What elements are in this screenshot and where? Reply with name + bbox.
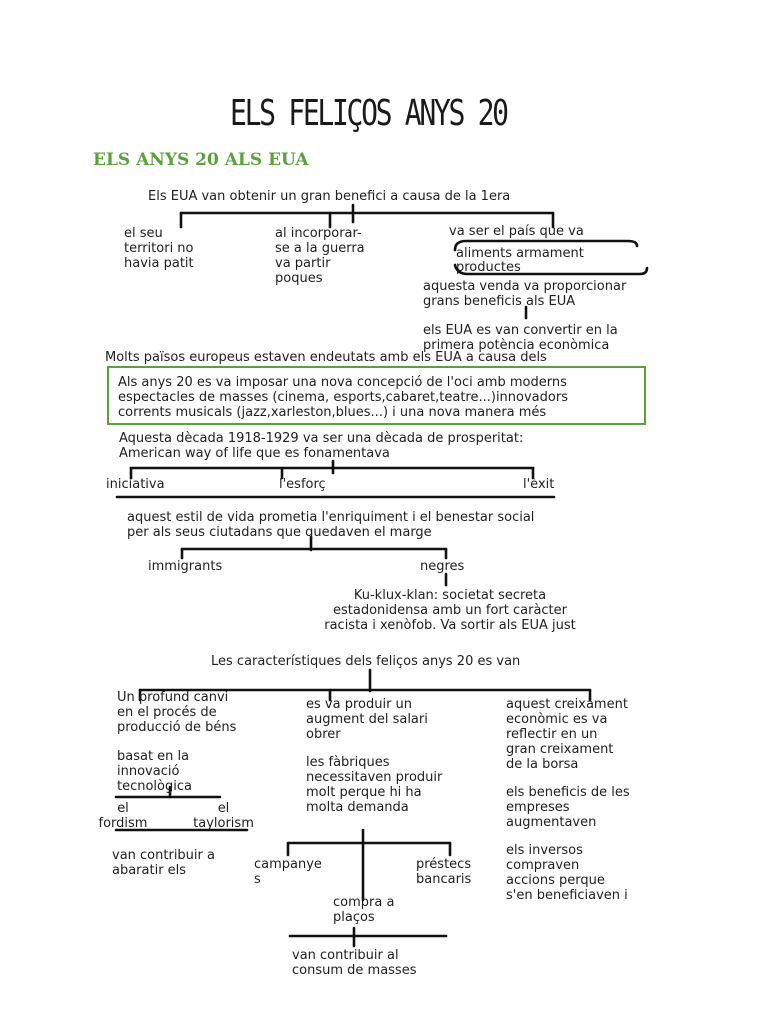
map3-root-text: Les característiques dels feliços anys 20 es van [211, 654, 521, 669]
map1-power-node: els EUA es van convertir en la primera potència econòmica [423, 323, 618, 353]
map2-immigrants-node: immigrants [148, 559, 223, 574]
map2-kkk-node: Ku-klux-klan: societat secreta estadonidensa amb un fort caràcter racista i xenòfob. Va sortir als EUA just [324, 588, 576, 633]
map3-col3-stock: aquest creixament econòmic es va reflectir en un gran creixament de la borsa [506, 697, 628, 772]
map2-effort-node: l'esforç [279, 477, 326, 492]
map3-fordism-node: el fordism [98, 801, 148, 831]
map3-taylorism-node: el taylorism [193, 801, 254, 831]
leisure-box-text: Als anys 20 es va imposar una nova concepció de l'oci amb moderns espectacles de masses (cinema, esports,cabaret,teatre...)innovadors corrents musicals (jazz,xarleston,blues...) i una nova manera més [118, 375, 568, 420]
map2-root-text: Aquesta dècada 1918-1929 va ser una dècada de prosperitat: American way of life que es fonamentava [119, 431, 524, 461]
map3-col1-change: Un profund canvi en el procés de producció de béns [117, 690, 237, 735]
map1-middle-node: al incorporar- se a la guerra va partir poques [275, 226, 365, 286]
map1-sale-node: aquesta venda va proporcionar grans beneficis als EUA [423, 279, 627, 309]
map3-campaigns-node: campanye s [254, 857, 322, 887]
map1-brace-top-text: aliments armament [456, 246, 584, 261]
map3-col2-factories: les fàbriques necessitaven produir molt perque hi ha molta demanda [306, 755, 443, 815]
map1-left-node: el seu territori no havia patit [124, 226, 194, 271]
map2-negres-node: negres [420, 559, 465, 574]
map3-loans-node: préstecs bancaris [416, 857, 472, 887]
map3-instalments-node: compra a plaços [333, 895, 395, 925]
map1-brace-bottom-text: productes [456, 260, 521, 275]
map1-root-text: Els EUA van obtenir un gran benefici a causa de la 1era [148, 189, 511, 204]
map3-col3-investors: els inversos compraven accions perque s'en beneficiaven i [506, 843, 628, 903]
map3-col1-innovation: basat en la innovació tecnològica [117, 749, 192, 794]
section-subtitle: ELS ANYS 20 ALS EUA [93, 150, 309, 170]
map3-col2-wages: es va produir un augment del salari obrer [306, 697, 428, 742]
map1-right-node: va ser el país que va [449, 224, 584, 239]
map2-promise-text: aquest estil de vida prometia l'enriquiment i el benestar social per als seus ciutadans que quedaven el marge [127, 510, 535, 540]
leisure-box [107, 366, 646, 425]
map3-cheapen-node: van contribuir a abaratir els [112, 848, 215, 878]
page-title: ELS FELIÇOS ANYS 20 [230, 93, 507, 134]
map2-success-node: l'èxit [523, 477, 555, 492]
map3-col3-profits: els beneficis de les empreses augmentaven [506, 785, 630, 830]
map2-initiative-node: iniciativa [106, 477, 165, 492]
debts-text: Molts països europeus estaven endeutats amb els EUA a causa dels [105, 350, 547, 365]
map3-consumption-node: van contribuir al consum de masses [292, 948, 417, 978]
